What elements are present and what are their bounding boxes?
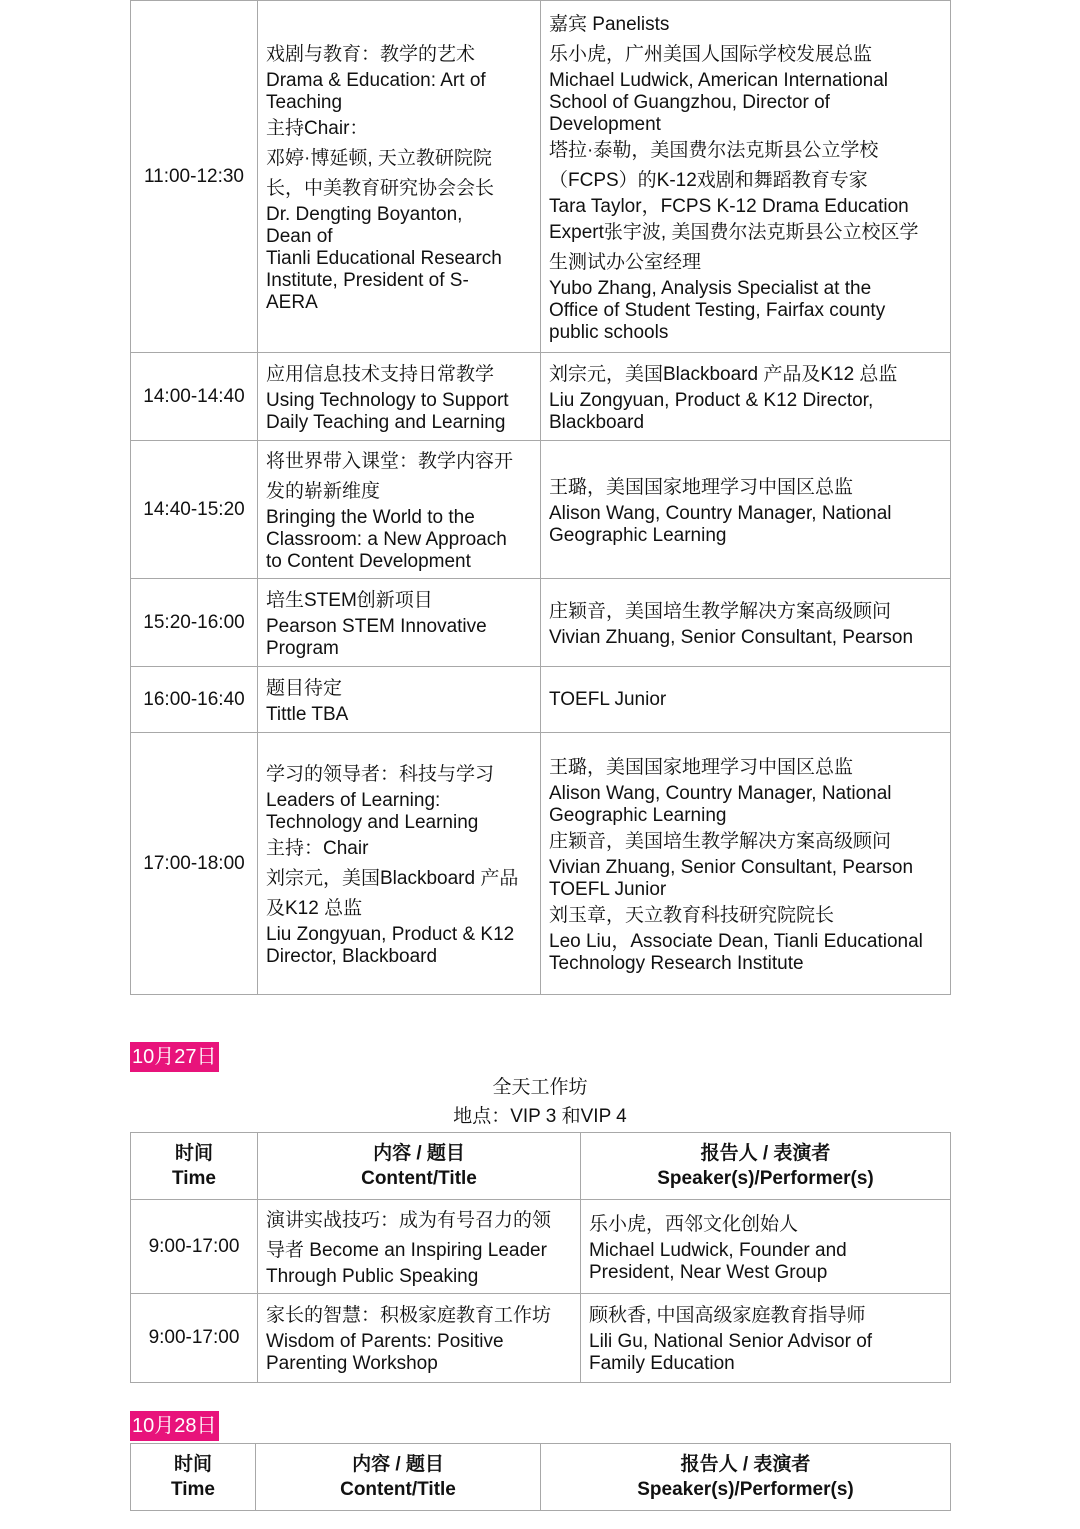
workshop-caption-title: 全天工作坊 [492, 1077, 588, 1098]
header-content: 内容 / 题目 Content/Title [256, 1444, 541, 1511]
session-content [258, 353, 541, 441]
table-row [131, 667, 951, 733]
content-line: 刘宗元，美国Blackboard 产品 [266, 867, 519, 889]
speaker-line: Leo Liu，Associate Dean, Tianli Educational [549, 930, 923, 952]
session-speakers [541, 733, 951, 995]
content-line: to Content Development [266, 550, 471, 572]
session-time: 11:00-12:30 [131, 1, 258, 353]
speaker-line: School of Guangzhou, Director of [549, 91, 830, 113]
session-content [258, 1, 541, 353]
session-content [258, 667, 541, 733]
table-row [131, 1294, 951, 1383]
content-line: 戏剧与教育：教学的艺术 [266, 43, 476, 65]
content-line: Pearson STEM Innovative [266, 615, 487, 637]
content-line: 发的崭新维度 [266, 480, 381, 502]
content-line: Daily Teaching and Learning [266, 411, 506, 433]
content-line: Leaders of Learning: [266, 789, 441, 811]
table-row [131, 733, 951, 995]
session-time: 9:00-17:00 [131, 1200, 258, 1294]
content-line: Classroom: a New Approach [266, 528, 507, 550]
table-row [131, 579, 951, 667]
table-header-row [131, 1444, 951, 1511]
content-line: Program [266, 637, 339, 659]
header-speaker: 报告人 / 表演者 Speaker(s)/Performer(s) [541, 1444, 951, 1511]
speaker-line: public schools [549, 321, 669, 343]
speaker-line: Lili Gu, National Senior Advisor of [589, 1331, 873, 1352]
content-line: Teaching [266, 91, 343, 113]
content-line: 邓婷·博延顿, 天立教研院院 [266, 147, 492, 169]
date-tag-oct-27: 10月27日 [130, 1042, 219, 1072]
content-line: Tittle TBA [266, 703, 349, 725]
content-line: Wisdom of Parents: Positive [266, 1331, 504, 1352]
header-content: 内容 / 题目 Content/Title [258, 1133, 581, 1200]
speaker-line: 刘宗元，美国Blackboard 产品及K12 总监 [549, 363, 898, 385]
speaker-line: 生测试办公室经理 [549, 251, 702, 273]
speaker-line: President, Near West Group [589, 1261, 828, 1283]
session-content [258, 1200, 581, 1294]
speaker-line: 乐小虎，西邻文化创始人 [589, 1213, 799, 1235]
speaker-line: 王璐，美国国家地理学习中国区总监 [549, 476, 854, 498]
session-content [258, 579, 541, 667]
table-header-row [131, 1133, 951, 1200]
speaker-line: TOEFL Junior [549, 688, 667, 710]
content-line: Technology and Learning [266, 811, 479, 833]
schedule-table-day2 [130, 1132, 951, 1383]
speaker-line: 刘玉章，天立教育科技研究院院长 [549, 904, 835, 926]
speaker-line: TOEFL Junior [549, 878, 667, 900]
session-time: 15:20-16:00 [131, 579, 258, 667]
session-time: 14:00-14:40 [131, 353, 258, 441]
session-content [258, 441, 541, 579]
content-line: 长，中美教育研究协会会长 [266, 177, 495, 199]
content-line: Drama & Education: Art of [266, 69, 486, 91]
speaker-line: 嘉宾 Panelists [549, 13, 670, 35]
speaker-line: （FCPS）的K-12戏剧和舞蹈教育专家 [549, 169, 868, 191]
speaker-line: Office of Student Testing, Fairfax county [549, 299, 886, 321]
session-speakers [541, 353, 951, 441]
content-line: Dean of [266, 225, 333, 247]
session-time: 16:00-16:40 [131, 667, 258, 733]
session-content [258, 1294, 581, 1383]
session-speakers [541, 441, 951, 579]
speaker-line: Tara Taylor，FCPS K-12 Drama Education [549, 195, 909, 217]
content-line: Bringing the World to the [266, 506, 475, 528]
speaker-line: 塔拉·泰勒，美国费尔法克斯县公立学校 [549, 139, 879, 161]
speaker-line: Vivian Zhuang, Senior Consultant, Pearson [549, 856, 914, 878]
speaker-line: Development [549, 113, 661, 135]
workshop-caption-venue: 地点：VIP 3 和VIP 4 [453, 1106, 627, 1127]
date-tag-oct-28: 10月28日 [130, 1411, 219, 1441]
content-line: 演讲实战技巧：成为有号召力的领 [266, 1209, 552, 1231]
header-time: 时间 Time [131, 1133, 258, 1200]
content-line: 培生STEM创新项目 [266, 589, 433, 611]
content-line: Through Public Speaking [266, 1265, 479, 1287]
speaker-line: Alison Wang, Country Manager, National [549, 782, 892, 804]
content-line: 主持Chair： [266, 117, 369, 139]
speaker-line: Expert张宇波, 美国费尔法克斯县公立校区学 [549, 221, 919, 243]
schedule-table-day3 [130, 1443, 951, 1511]
session-speakers [581, 1200, 951, 1294]
header-speaker: 报告人 / 表演者 Speaker(s)/Performer(s) [581, 1133, 951, 1200]
speaker-line: 庄颖音，美国培生教学解决方案高级顾问 [549, 600, 892, 622]
schedule-table-day1 [130, 0, 951, 995]
speaker-line: 王璐，美国国家地理学习中国区总监 [549, 756, 854, 778]
speaker-line: Michael Ludwick, Founder and [589, 1239, 847, 1261]
content-line: 主持：Chair [266, 837, 369, 859]
session-content [258, 733, 541, 995]
content-line: Parenting Workshop [266, 1353, 438, 1374]
speaker-line: 庄颖音，美国培生教学解决方案高级顾问 [549, 830, 892, 852]
content-line: 及K12 总监 [266, 897, 363, 919]
content-line: 学习的领导者：科技与学习 [266, 763, 495, 785]
content-line: 应用信息技术支持日常教学 [266, 363, 495, 385]
speaker-line: 顾秋香, 中国高级家庭教育指导师 [589, 1305, 866, 1326]
speaker-line: Michael Ludwick, American International [549, 69, 889, 91]
content-line: Institute, President of S- [266, 269, 469, 291]
session-speakers [541, 1, 951, 353]
session-time: 17:00-18:00 [131, 733, 258, 995]
session-speakers [541, 667, 951, 733]
speaker-line: Technology Research Institute [549, 952, 804, 974]
content-line: Tianli Educational Research [266, 247, 502, 269]
content-line: Using Technology to Support [266, 389, 509, 411]
session-speakers [581, 1294, 951, 1383]
speaker-line: Family Education [589, 1353, 735, 1374]
content-line: 将世界带入课堂：教学内容开 [266, 450, 514, 472]
table-row [131, 1, 951, 353]
table-row [131, 441, 951, 579]
speaker-line: Yubo Zhang, Analysis Specialist at the [549, 277, 872, 299]
speaker-line: Alison Wang, Country Manager, National [549, 502, 892, 524]
table-row [131, 353, 951, 441]
content-line: Director, Blackboard [266, 945, 438, 967]
content-line: 家长的智慧：积极家庭教育工作坊 [266, 1305, 552, 1326]
speaker-line: 乐小虎，广州美国人国际学校发展总监 [549, 43, 873, 65]
session-time: 9:00-17:00 [131, 1294, 258, 1383]
speaker-line: Geographic Learning [549, 804, 727, 826]
speaker-line: Liu Zongyuan, Product & K12 Director, [549, 389, 874, 411]
speaker-line: Blackboard [549, 411, 645, 433]
content-line: 题目待定 [266, 677, 343, 699]
header-time: 时间 Time [131, 1444, 256, 1511]
content-line: 导者 Become an Inspiring Leader [266, 1239, 547, 1261]
speaker-line: Vivian Zhuang, Senior Consultant, Pearson [549, 626, 914, 648]
content-line: Liu Zongyuan, Product & K12 [266, 923, 515, 945]
content-line: AERA [266, 291, 318, 313]
session-speakers [541, 579, 951, 667]
table-row [131, 1200, 951, 1294]
speaker-line: Geographic Learning [549, 524, 727, 546]
content-line: Dr. Dengting Boyanton, [266, 203, 463, 225]
session-time: 14:40-15:20 [131, 441, 258, 579]
